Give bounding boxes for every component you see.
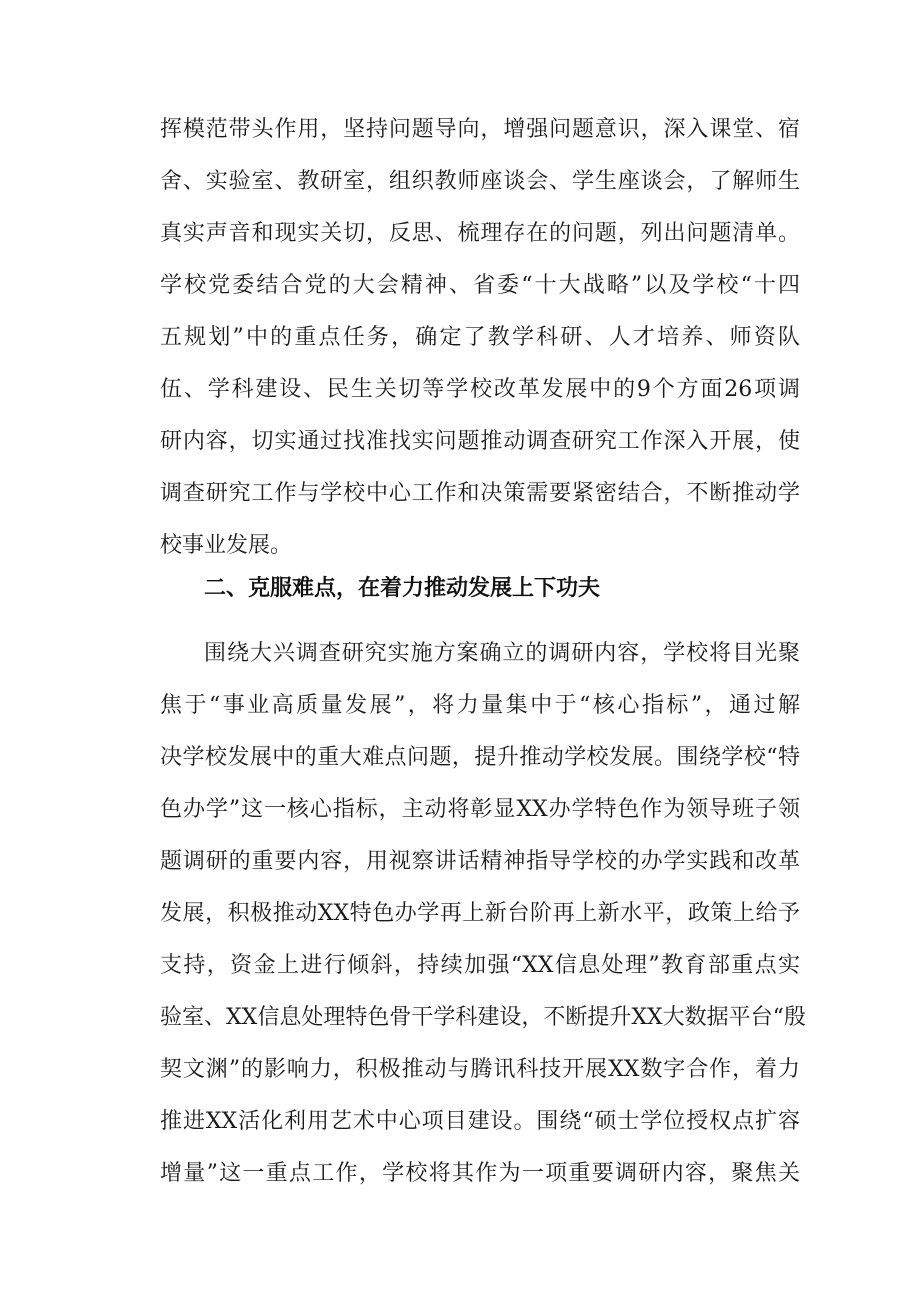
section-heading: 二、克服难点，在着力推动发展上下功夫 <box>204 576 601 601</box>
paragraph-2 <box>160 628 806 1200</box>
paragraph-line: 挥模范带头作用，坚持问题导向，增强问题意识，深入课堂、宿 <box>160 117 800 142</box>
paragraph-line: 研内容，切实通过找准找实问题推动调查研究工作深入开展，使 <box>160 429 800 454</box>
paragraph-line: 色办学”这一核心指标，主动将彰显XX办学特色作为领导班子领 <box>160 797 800 822</box>
paragraph-line: 支持，资金上进行倾斜，持续加强“XX信息处理”教育部重点实 <box>160 953 800 978</box>
paragraph-line: 调查研究工作与学校中心工作和决策需要紧密结合，不断推动学 <box>160 481 800 506</box>
paragraph-line: 伍、学科建设、民生关切等学校改革发展中的9个方面26项调 <box>160 377 800 402</box>
paragraph-line: 验室、XX信息处理特色骨干学科建设，不断提升XX大数据平台“殷 <box>160 1005 806 1030</box>
paragraph-line: 五规划”中的重点任务，确定了教学科研、人才培养、师资队 <box>160 325 800 350</box>
paragraph-line: 发展，积极推动XX特色办学再上新台阶再上新水平，政策上给予 <box>160 901 800 926</box>
paragraph-line: 学校党委结合党的大会精神、省委“十大战略”以及学校“十四 <box>160 273 800 298</box>
paragraph-line: 围绕大兴调查研究实施方案确立的调研内容，学校将目光聚 <box>204 641 800 666</box>
paragraph-line: 增量”这一重点工作，学校将其作为一项重要调研内容，聚焦关 <box>160 1161 800 1186</box>
paragraph-line: 真实声音和现实关切，反思、梳理存在的问题，列出问题清单。 <box>160 221 800 246</box>
paragraph-line: 焦于“事业高质量发展”，将力量集中于“核心指标”，通过解 <box>160 693 800 718</box>
paragraph-line: 校事业发展。 <box>160 533 293 558</box>
paragraph-line: 题调研的重要内容，用视察讲话精神指导学校的办学实践和改革 <box>160 849 800 874</box>
paragraph-line: 决学校发展中的重大难点问题，提升推动学校发展。围绕学校“特 <box>160 745 800 770</box>
paragraph-1 <box>160 104 800 572</box>
paragraph-line: 舍、实验室、教研室，组织教师座谈会、学生座谈会，了解师生 <box>160 169 800 194</box>
paragraph-line: 契文渊”的影响力，积极推动与腾讯科技开展XX数字合作，着力 <box>160 1057 800 1082</box>
paragraph-line: 推进XX活化利用艺术中心项目建设。围绕“硕士学位授权点扩容 <box>160 1109 800 1134</box>
